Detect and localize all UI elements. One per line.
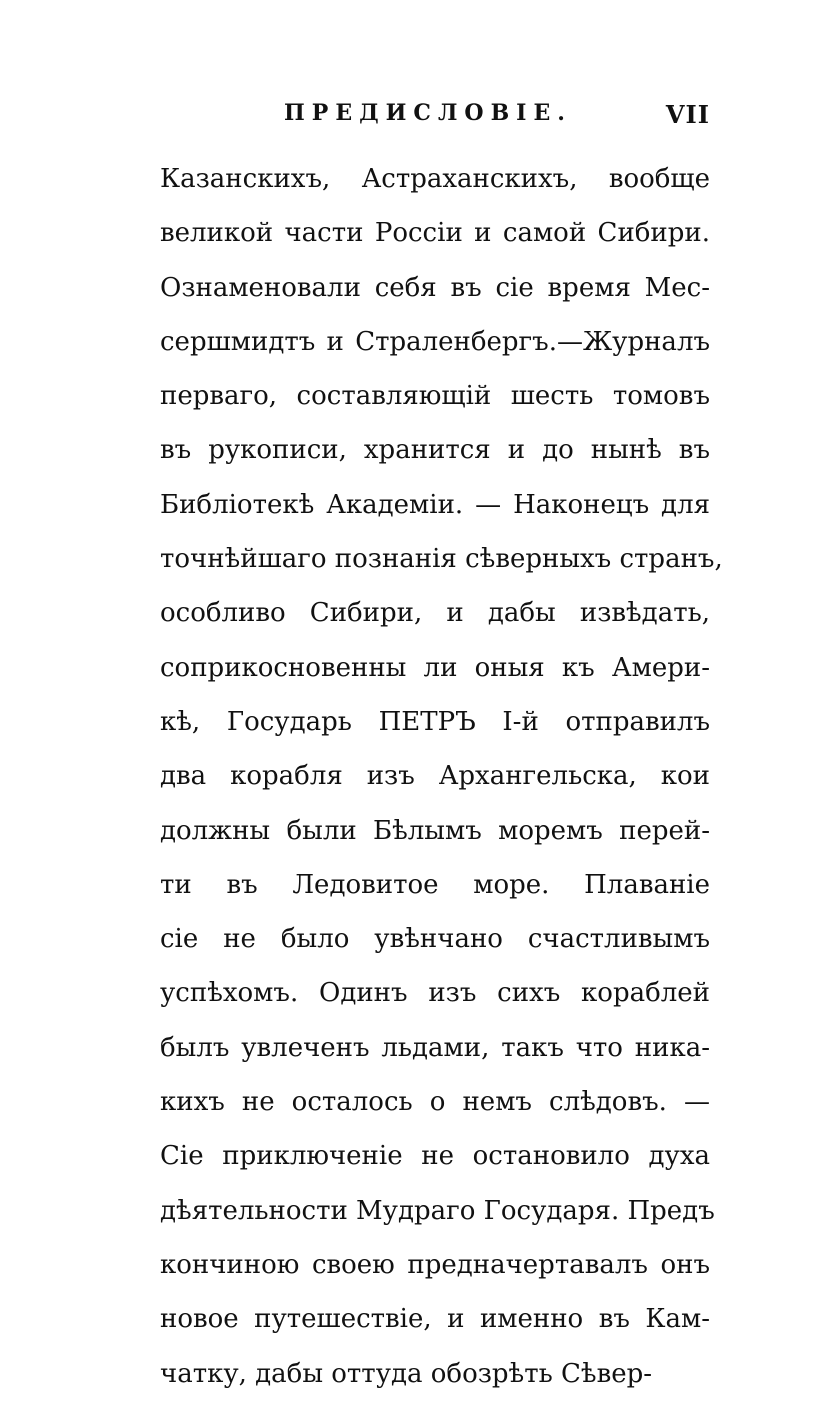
- text-line: должны были Бѣлымъ моремъ перей-: [160, 815, 710, 846]
- text-line: великой части Россіи и самой Сибири.: [160, 218, 710, 249]
- text-line: Сіе приключеніе не остановило духа: [160, 1141, 710, 1172]
- text-line: успѣхомъ. Одинъ изъ сихъ кораблей: [160, 978, 710, 1009]
- text-line: дѣятельности Мудраго Государя. Предъ: [160, 1195, 715, 1226]
- text-line: былъ увлеченъ льдами, такъ что никa-: [160, 1032, 710, 1063]
- text-line: Ознаменовали себя въ сіе время Мес-: [160, 272, 710, 303]
- text-line: въ рукописи, хранится и до нынѣ въ: [160, 435, 710, 466]
- text-line: новое путешествіе, и именно въ Кам-: [160, 1304, 710, 1335]
- text-line: два корабля изъ Архангельска, кои: [160, 761, 710, 792]
- text-line: чатку, дабы оттуда обозрѣть Сѣвер-: [160, 1358, 653, 1389]
- text-line: Библіотекѣ Академіи. — Наконецъ для: [160, 489, 710, 520]
- running-head-title: ПРЕДИСЛОВІЕ.: [284, 100, 572, 126]
- body-text: [160, 152, 723, 1401]
- text-line: кончиною своею предначертавалъ онъ: [160, 1249, 710, 1280]
- text-line: точнѣйшаго познанія сѣверныхъ странъ,: [160, 544, 723, 575]
- running-head: [160, 100, 710, 140]
- text-line: особливо Сибири, и дабы извѣдать,: [160, 598, 710, 629]
- text-line: кѣ, Государь ПЕТРЪ І-й отправилъ: [160, 706, 710, 737]
- text-line: соприкосновенны ли оныя къ Амери-: [160, 652, 710, 683]
- text-line: перваго, составляющій шесть томовъ: [160, 381, 710, 412]
- text-line: ти въ Ледовитое море. Плаваніе: [160, 869, 710, 900]
- text-line: сершмидтъ и Страленбергъ.—Журналъ: [160, 326, 710, 357]
- text-line: сіе не было увѣнчано счастливымъ: [160, 924, 710, 955]
- text-line: кихъ не осталось о немъ слѣдовъ. —: [160, 1087, 710, 1118]
- page-number: VII: [665, 100, 710, 129]
- text-line: Казанскихъ, Астраханскихъ, вообще: [160, 164, 710, 194]
